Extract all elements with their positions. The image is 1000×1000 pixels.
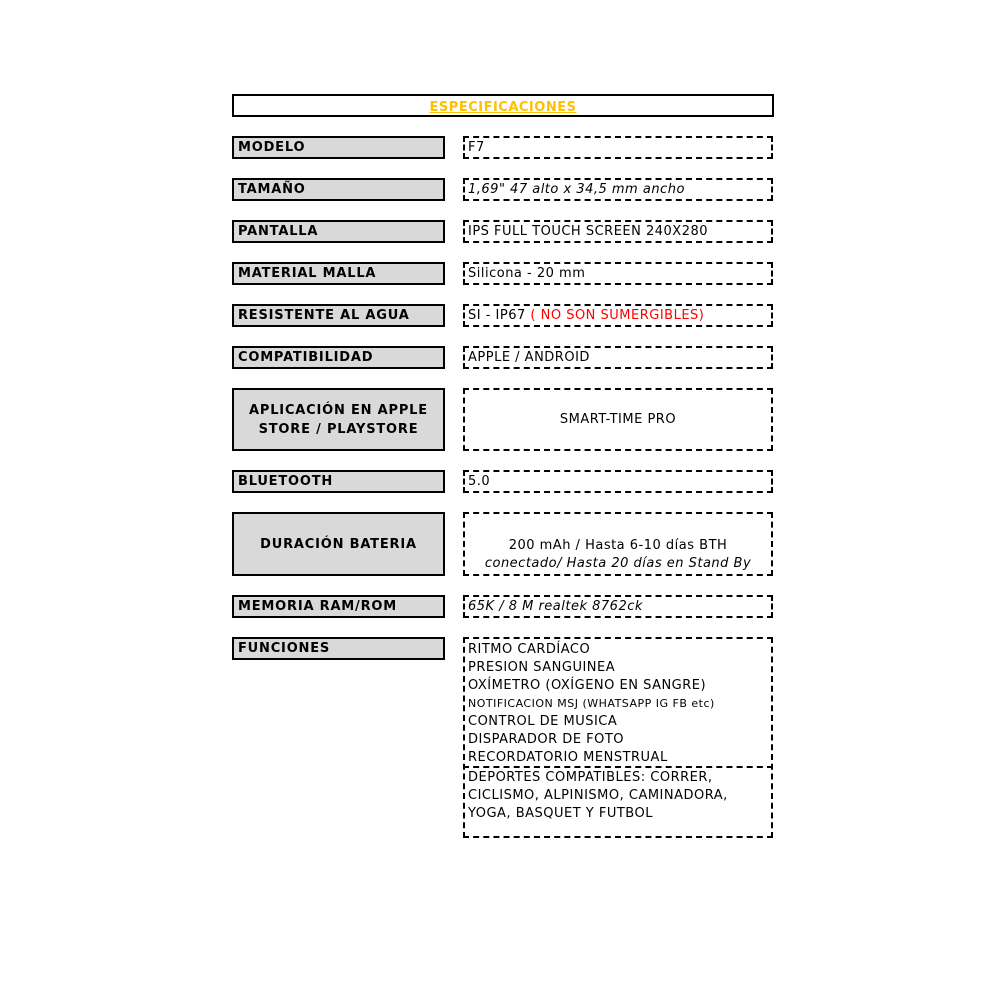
value-bateria-line2: conectado/ Hasta 20 días en Stand By bbox=[484, 556, 752, 571]
label-funciones: FUNCIONES bbox=[232, 637, 445, 660]
value-aplicacion: SMART-TIME PRO bbox=[463, 388, 773, 451]
label-aplicacion bbox=[232, 388, 445, 451]
value-tamano: 1,69" 47 alto x 34,5 mm ancho bbox=[463, 178, 773, 201]
page-title: ESPECIFICACIONES bbox=[429, 100, 577, 115]
label-aplicacion-line1: APLICACIÓN EN APPLE bbox=[249, 402, 428, 418]
funcion-item: DISPARADOR DE FOTO bbox=[468, 732, 625, 747]
value-resistente bbox=[463, 304, 773, 327]
funcion-item: RECORDATORIO MENSTRUAL bbox=[468, 750, 668, 765]
funcion-item: DEPORTES COMPATIBLES: CORRER, bbox=[468, 770, 713, 785]
label-material: MATERIAL MALLA bbox=[232, 262, 445, 285]
title-box bbox=[232, 94, 774, 117]
label-aplicacion-line2: STORE / PLAYSTORE bbox=[258, 421, 419, 437]
funcion-item: PRESION SANGUINEA bbox=[468, 660, 616, 675]
value-memoria: 65K / 8 M realtek 8762ck bbox=[463, 595, 773, 618]
label-modelo: MODELO bbox=[232, 136, 445, 159]
value-bluetooth: 5.0 bbox=[463, 470, 773, 493]
value-funciones bbox=[463, 637, 773, 838]
value-material: Silicona - 20 mm bbox=[463, 262, 773, 285]
value-compatibilidad: APPLE / ANDROID bbox=[463, 346, 773, 369]
funcion-item: CICLISMO, ALPINISMO, CAMINADORA, bbox=[468, 788, 728, 803]
label-bateria: DURACIÓN BATERIA bbox=[232, 512, 445, 576]
label-tamano: TAMAÑO bbox=[232, 178, 445, 201]
funcion-item: YOGA, BASQUET Y FUTBOL bbox=[468, 806, 653, 821]
label-pantalla: PANTALLA bbox=[232, 220, 445, 243]
resistente-warning: ( NO SON SUMERGIBLES) bbox=[530, 308, 705, 323]
label-compatibilidad: COMPATIBILIDAD bbox=[232, 346, 445, 369]
funcion-item: CONTROL DE MUSICA bbox=[468, 714, 618, 729]
funciones-divider bbox=[463, 766, 773, 768]
label-bluetooth: BLUETOOTH bbox=[232, 470, 445, 493]
funcion-item: OXÍMETRO (OXÍGENO EN SANGRE) bbox=[468, 678, 707, 693]
funcion-item: NOTIFICACION MSJ (WHATSAPP IG FB etc) bbox=[468, 697, 715, 710]
value-modelo: F7 bbox=[463, 136, 773, 159]
value-pantalla: IPS FULL TOUCH SCREEN 240X280 bbox=[463, 220, 773, 243]
value-bateria bbox=[463, 512, 773, 576]
label-resistente: RESISTENTE AL AGUA bbox=[232, 304, 445, 327]
value-bateria-line1: 200 mAh / Hasta 6-10 días BTH bbox=[508, 538, 728, 553]
resistente-value-text: SI - IP67 bbox=[468, 308, 526, 323]
label-memoria: MEMORIA RAM/ROM bbox=[232, 595, 445, 618]
funcion-item: RITMO CARDÍACO bbox=[468, 642, 591, 657]
